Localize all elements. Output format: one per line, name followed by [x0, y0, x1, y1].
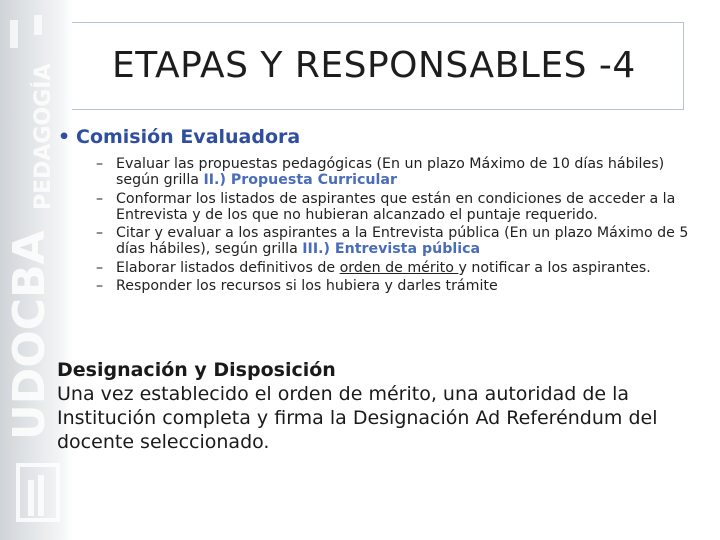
responsibilities-list — [96, 156, 696, 296]
dash-marker: – — [96, 278, 104, 295]
dash-marker: – — [96, 190, 104, 207]
item-text: Conformar los listados de aspirantes que están en condiciones de acceder a la Entrevista y de los que no hubieran alcanzado el puntaje requerido. — [116, 190, 676, 223]
list-item — [96, 225, 696, 258]
list-item — [96, 278, 696, 294]
designation-section — [57, 358, 697, 454]
dash-marker: – — [96, 259, 104, 276]
title-frame — [72, 22, 684, 110]
watermark-side-text: PEDAGOGÍA — [31, 63, 56, 210]
item-text: Evaluar las propuestas pedagógicas (En un plazo Máximo de 10 días hábiles) según grilla — [116, 156, 665, 189]
list-item — [96, 156, 696, 189]
dash-marker: – — [96, 225, 104, 242]
list-item — [96, 191, 696, 224]
page-title: ETAPAS Y RESPONSABLES -4 — [112, 45, 636, 86]
section-body: Una vez establecido el orden de mérito, una autoridad de la Institución completa y firma la Designación Ad Referéndum del docente seleccionado. — [57, 383, 658, 453]
item-text: Citar y evaluar a los aspirantes a la Entrevista pública (En un plazo Máximo de 5 días hábiles), según grilla — [116, 225, 689, 258]
left-decorative-strip — [0, 0, 72, 540]
item-highlight: III.) Entrevista pública — [302, 241, 481, 258]
watermark-logo-text: UDOCBA — [4, 230, 55, 440]
item-text: Responder los recursos si los hubiera y darles trámite — [116, 278, 498, 295]
list-item — [96, 260, 696, 276]
dash-marker: – — [96, 156, 104, 172]
item-text: Elaborar listados definitivos de — [116, 259, 340, 276]
bullet-label: Comisión Evaluadora — [76, 126, 301, 148]
item-highlight: II.) Propuesta Curricular — [203, 172, 397, 189]
bullet-marker: • — [58, 126, 71, 148]
bullet-comision — [58, 126, 300, 148]
item-text-end: y notificar a los aspirantes. — [458, 259, 651, 276]
item-underlined: orden de mérito — [339, 259, 459, 276]
section-heading: Designación y Disposición — [57, 359, 336, 381]
